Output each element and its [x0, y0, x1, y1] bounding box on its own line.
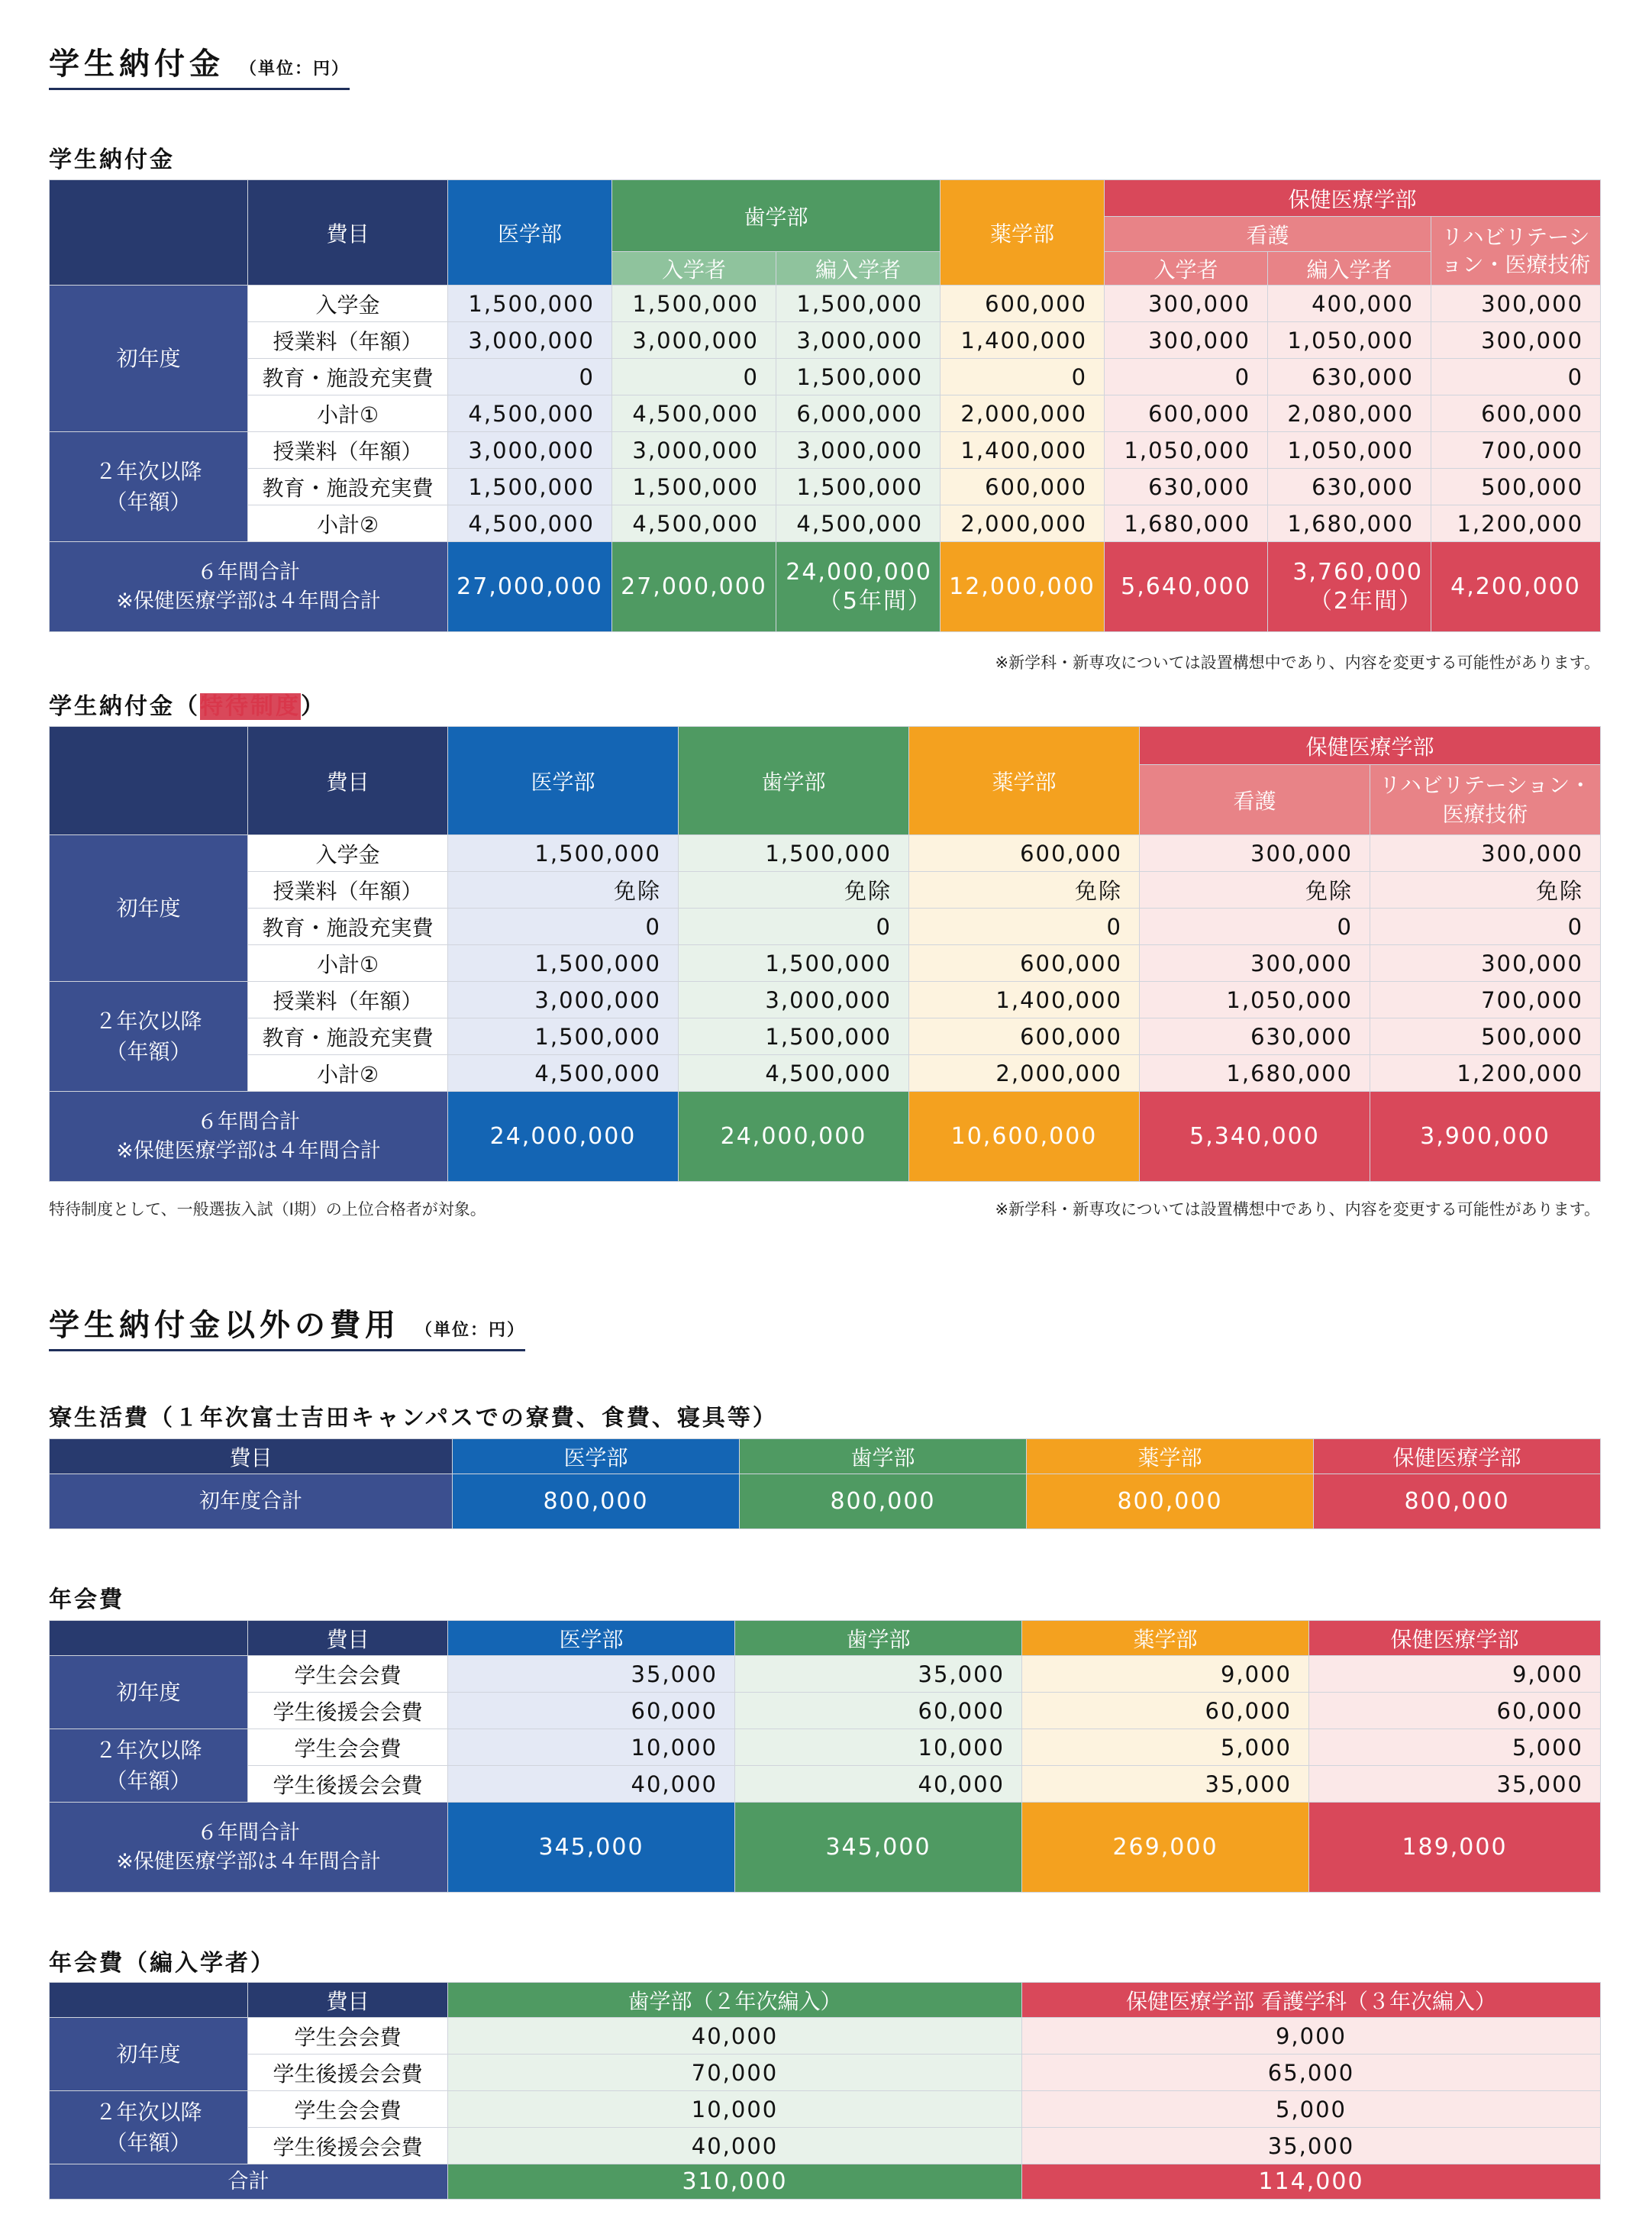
corner-cell	[50, 727, 248, 835]
value-cell: 630,000	[1105, 469, 1268, 505]
value-cell: 0	[909, 909, 1140, 945]
table2-note-right: ※新学科・新専攻については設置構想中であり、内容を変更する可能性があります。	[995, 1200, 1600, 1219]
row-label: 学生会会費	[248, 2018, 448, 2055]
row-label: 学生会会費	[248, 1656, 448, 1693]
header-himoku: 費目	[248, 1621, 448, 1656]
table-row	[50, 1766, 1601, 1803]
value-cell: 0	[1431, 359, 1601, 395]
value-cell: 1,400,000	[909, 982, 1140, 1018]
table-row	[50, 835, 1601, 872]
total-cell	[776, 542, 941, 632]
row-label: 小計①	[248, 395, 448, 432]
value-cell: 5,000	[1022, 1729, 1309, 1766]
title-highlight: 特待制度	[200, 693, 301, 720]
corner-cell	[50, 1983, 248, 2018]
value-cell: 500,000	[1370, 1018, 1601, 1055]
total-cell: 114,000	[1022, 2164, 1601, 2200]
value-cell: 70,000	[448, 2055, 1022, 2091]
total-cell: 345,000	[448, 1803, 735, 1893]
value-cell: 0	[1105, 359, 1268, 395]
total-cell: 189,000	[1309, 1803, 1601, 1893]
table-row	[50, 469, 1601, 505]
value-cell: 1,500,000	[776, 359, 941, 395]
header-nursing: 看護	[1140, 765, 1370, 835]
table-student-fees	[49, 179, 1601, 632]
value-cell: 4,500,000	[612, 395, 776, 432]
total-cell: 269,000	[1022, 1803, 1309, 1893]
header-dentistry: 歯学部	[735, 1621, 1022, 1656]
header-medicine: 医学部	[448, 180, 612, 286]
header-pharmacy: 薬学部	[1022, 1621, 1309, 1656]
table-dorm-costs	[49, 1438, 1601, 1529]
value-cell: 4,500,000	[448, 505, 612, 542]
value-cell: 免除	[909, 872, 1140, 909]
row-label: 学生会会費	[248, 2091, 448, 2128]
value-cell: 3,000,000	[776, 432, 941, 469]
value-cell: 1,050,000	[1105, 432, 1268, 469]
value-cell: 600,000	[1431, 395, 1601, 432]
section-title-text: 学生納付金以外の費用	[49, 1308, 400, 1343]
group-first-year: 初年度	[50, 835, 248, 982]
total-period: （2年間）	[1308, 587, 1424, 615]
total-cell: 310,000	[448, 2164, 1022, 2200]
value-cell: 600,000	[909, 835, 1140, 872]
value-cell: 630,000	[1140, 1018, 1370, 1055]
table-row	[50, 432, 1601, 469]
total-value: 24,000,000	[786, 558, 933, 586]
value-cell: 60,000	[1309, 1693, 1601, 1729]
value-cell: 5,000	[1022, 2091, 1601, 2128]
total-cell: 4,200,000	[1431, 542, 1601, 632]
header-pharmacy: 薬学部	[909, 727, 1140, 835]
value-cell: 0	[679, 909, 909, 945]
value-cell: 800,000	[1027, 1474, 1314, 1529]
table-row	[50, 1055, 1601, 1092]
value-cell: 1,680,000	[1268, 505, 1431, 542]
value-cell: 10,000	[448, 1729, 735, 1766]
value-cell: 4,500,000	[776, 505, 941, 542]
row-label: 教育・施設充実費	[248, 359, 448, 395]
table-row	[50, 1693, 1601, 1729]
row-label: 小計②	[248, 505, 448, 542]
row-label: 教育・施設充実費	[248, 469, 448, 505]
value-cell: 800,000	[453, 1474, 740, 1529]
table2-note-left: 特待制度として、一般選抜入試（Ⅰ期）の上位合格者が対象。	[49, 1200, 486, 1219]
total-cell: 5,640,000	[1105, 542, 1268, 632]
value-cell: 3,000,000	[612, 322, 776, 359]
table-row	[50, 2091, 1601, 2128]
table1-title: 学生納付金	[49, 147, 175, 173]
header-dent-transfer: 編入学者	[776, 252, 941, 286]
total-label	[50, 1092, 448, 1182]
group-second-year-on: ２年次以降（年額）	[50, 432, 248, 542]
value-cell: 10,000	[735, 1729, 1022, 1766]
row-label: 授業料（年額）	[248, 872, 448, 909]
value-cell: 1,500,000	[448, 945, 679, 982]
value-cell: 60,000	[1022, 1693, 1309, 1729]
table4-title: 年会費	[49, 1586, 124, 1613]
unit-label: （単位：円）	[239, 60, 350, 79]
table-row	[50, 1018, 1601, 1055]
table-row	[50, 909, 1601, 945]
value-cell: 300,000	[1370, 835, 1601, 872]
title-part: 学生納付金（	[49, 693, 200, 720]
table2-title	[49, 687, 326, 721]
total-cell: 24,000,000	[448, 1092, 679, 1182]
row-label: 授業料（年額）	[248, 982, 448, 1018]
value-cell: 700,000	[1370, 982, 1601, 1018]
value-cell: 40,000	[448, 2018, 1022, 2055]
header-dentistry-transfer: 歯学部（２年次編入）	[448, 1983, 1022, 2018]
total-cell: 27,000,000	[448, 542, 612, 632]
total-label-line1: ６年間合計	[197, 1109, 300, 1134]
total-label	[50, 542, 448, 632]
value-cell: 65,000	[1022, 2055, 1601, 2091]
row-label: 小計①	[248, 945, 448, 982]
header-medicine: 医学部	[453, 1439, 740, 1474]
value-cell: 1,680,000	[1105, 505, 1268, 542]
group-second-year-on: ２年次以降（年額）	[50, 1729, 248, 1803]
value-cell: 9,000	[1022, 2018, 1601, 2055]
total-cell: 12,000,000	[941, 542, 1105, 632]
row-label: 教育・施設充実費	[248, 1018, 448, 1055]
table-row	[50, 1656, 1601, 1693]
section-title-text: 学生納付金	[49, 47, 224, 82]
value-cell: 1,500,000	[679, 945, 909, 982]
header-health: 保健医療学部	[1314, 1439, 1601, 1474]
table-row	[50, 982, 1601, 1018]
value-cell: 3,000,000	[448, 982, 679, 1018]
value-cell: 0	[612, 359, 776, 395]
value-cell: 3,000,000	[448, 322, 612, 359]
row-label: 学生後援会会費	[248, 2128, 448, 2164]
value-cell: 60,000	[735, 1693, 1022, 1729]
value-cell: 2,000,000	[941, 505, 1105, 542]
group-first-year: 初年度	[50, 2018, 248, 2091]
header-medicine: 医学部	[448, 1621, 735, 1656]
unit-label: （単位：円）	[415, 1321, 525, 1340]
value-cell: 630,000	[1268, 469, 1431, 505]
value-cell: 300,000	[1105, 322, 1268, 359]
value-cell: 3,000,000	[448, 432, 612, 469]
row-label: 教育・施設充実費	[248, 909, 448, 945]
value-cell: 300,000	[1140, 945, 1370, 982]
value-cell: 300,000	[1105, 286, 1268, 322]
value-cell: 0	[448, 359, 612, 395]
table-row	[50, 1729, 1601, 1766]
total-cell: 10,600,000	[909, 1092, 1140, 1182]
value-cell: 0	[1140, 909, 1370, 945]
total-label	[50, 1803, 448, 1893]
row-label: 学生後援会会費	[248, 2055, 448, 2091]
value-cell: 1,680,000	[1140, 1055, 1370, 1092]
value-cell: 0	[941, 359, 1105, 395]
value-cell: 600,000	[1105, 395, 1268, 432]
value-cell: 60,000	[448, 1693, 735, 1729]
header-medicine: 医学部	[448, 727, 679, 835]
value-cell: 9,000	[1022, 1656, 1309, 1693]
value-cell: 1,500,000	[448, 469, 612, 505]
table-row	[50, 2055, 1601, 2091]
value-cell: 300,000	[1140, 835, 1370, 872]
value-cell: 35,000	[1022, 1766, 1309, 1803]
value-cell: 600,000	[941, 469, 1105, 505]
total-label-line2: ※保健医療学部は４年間合計	[116, 1138, 381, 1163]
header-dentistry: 歯学部	[740, 1439, 1027, 1474]
value-cell: 35,000	[1022, 2128, 1601, 2164]
value-cell: 1,500,000	[448, 286, 612, 322]
value-cell: 2,080,000	[1268, 395, 1431, 432]
row-label: 学生後援会会費	[248, 1766, 448, 1803]
corner-cell	[50, 180, 248, 286]
value-cell: 35,000	[735, 1656, 1022, 1693]
row-label: 授業料（年額）	[248, 432, 448, 469]
table-row	[50, 322, 1601, 359]
total-cell	[1268, 542, 1431, 632]
header-nurse-entrant: 入学者	[1105, 252, 1268, 286]
value-cell: 2,000,000	[941, 395, 1105, 432]
table5-title: 年会費（編入学者）	[49, 1950, 276, 1977]
group-second-year-on: ２年次以降（年額）	[50, 2091, 248, 2164]
value-cell: 4,500,000	[448, 395, 612, 432]
total-label: 合計	[50, 2164, 448, 2200]
value-cell: 免除	[679, 872, 909, 909]
header-rehab: リハビリテーション・医療技術	[1370, 765, 1601, 835]
value-cell: 300,000	[1431, 286, 1601, 322]
header-rehab: リハビリテーション・医療技術	[1431, 217, 1601, 286]
group-first-year: 初年度	[50, 286, 248, 432]
header-himoku: 費目	[248, 180, 448, 286]
value-cell: 500,000	[1431, 469, 1601, 505]
value-cell: 1,500,000	[612, 469, 776, 505]
corner-cell	[50, 1621, 248, 1656]
header-nurse-transfer: 編入学者	[1268, 252, 1431, 286]
group-first-year: 初年度	[50, 1656, 248, 1729]
total-cell: 24,000,000	[679, 1092, 909, 1182]
value-cell: 1,400,000	[941, 322, 1105, 359]
table-row	[50, 359, 1601, 395]
header-pharmacy: 薬学部	[1027, 1439, 1314, 1474]
value-cell: 9,000	[1309, 1656, 1601, 1693]
header-dentistry: 歯学部	[679, 727, 909, 835]
value-cell: 35,000	[1309, 1766, 1601, 1803]
value-cell: 1,050,000	[1268, 432, 1431, 469]
value-cell: 630,000	[1268, 359, 1431, 395]
value-cell: 700,000	[1431, 432, 1601, 469]
total-cell: 27,000,000	[612, 542, 776, 632]
header-health: 保健医療学部	[1140, 727, 1601, 765]
value-cell: 6,000,000	[776, 395, 941, 432]
value-cell: 5,000	[1309, 1729, 1601, 1766]
value-cell: 1,500,000	[448, 835, 679, 872]
table-row	[50, 505, 1601, 542]
value-cell: 600,000	[941, 286, 1105, 322]
value-cell: 免除	[448, 872, 679, 909]
value-cell: 600,000	[909, 945, 1140, 982]
total-label-line2: ※保健医療学部は４年間合計	[116, 1849, 381, 1874]
header-himoku: 費目	[248, 727, 448, 835]
value-cell: 1,500,000	[679, 1018, 909, 1055]
row-label: 初年度合計	[50, 1474, 453, 1529]
value-cell: 1,400,000	[941, 432, 1105, 469]
table-scholarship-fees	[49, 726, 1601, 1182]
value-cell: 3,000,000	[679, 982, 909, 1018]
value-cell: 1,500,000	[448, 1018, 679, 1055]
value-cell: 1,500,000	[679, 835, 909, 872]
header-nursing: 看護	[1105, 217, 1431, 252]
total-cell: 5,340,000	[1140, 1092, 1370, 1182]
row-label: 小計②	[248, 1055, 448, 1092]
header-nursing-transfer: 保健医療学部 看護学科（３年次編入）	[1022, 1983, 1601, 2018]
value-cell: 300,000	[1370, 945, 1601, 982]
table-row	[50, 2018, 1601, 2055]
table-row	[50, 395, 1601, 432]
total-value: 3,760,000	[1292, 558, 1424, 586]
value-cell: 800,000	[1314, 1474, 1601, 1529]
title-part: ）	[301, 693, 326, 720]
value-cell: 4,500,000	[448, 1055, 679, 1092]
total-label-line1: ６年間合計	[197, 1820, 300, 1845]
total-cell: 345,000	[735, 1803, 1022, 1893]
value-cell: 0	[448, 909, 679, 945]
header-himoku: 費目	[248, 1983, 448, 2018]
table1-note: ※新学科・新専攻については設置構想中であり、内容を変更する可能性があります。	[995, 654, 1600, 672]
value-cell: 1,200,000	[1431, 505, 1601, 542]
value-cell: 1,500,000	[776, 469, 941, 505]
value-cell: 300,000	[1431, 322, 1601, 359]
value-cell: 35,000	[448, 1656, 735, 1693]
table-row	[50, 2128, 1601, 2164]
table-row	[50, 872, 1601, 909]
value-cell: 4,500,000	[679, 1055, 909, 1092]
value-cell: 3,000,000	[612, 432, 776, 469]
value-cell: 10,000	[448, 2091, 1022, 2128]
row-label: 授業料（年額）	[248, 322, 448, 359]
total-label-line1: ６年間合計	[197, 560, 300, 584]
header-dent-entrant: 入学者	[612, 252, 776, 286]
value-cell: 40,000	[448, 1766, 735, 1803]
table-row	[50, 945, 1601, 982]
table-annual-fees	[49, 1620, 1601, 1893]
section-title-fees	[49, 40, 350, 90]
section-title-other-costs	[49, 1301, 525, 1351]
header-health: 保健医療学部	[1309, 1621, 1601, 1656]
header-himoku: 費目	[50, 1439, 453, 1474]
header-dentistry: 歯学部	[612, 180, 941, 252]
value-cell: 0	[1370, 909, 1601, 945]
value-cell: 2,000,000	[909, 1055, 1140, 1092]
row-label: 入学金	[248, 835, 448, 872]
table-annual-fees-transfer	[49, 1982, 1601, 2200]
value-cell: 免除	[1140, 872, 1370, 909]
value-cell: 1,200,000	[1370, 1055, 1601, 1092]
table3-title: 寮生活費（１年次富士吉田キャンパスでの寮費、食費、寝具等）	[49, 1405, 778, 1432]
value-cell: 1,500,000	[612, 286, 776, 322]
header-pharmacy: 薬学部	[941, 180, 1105, 286]
group-second-year-on: ２年次以降（年額）	[50, 982, 248, 1092]
row-label: 学生会会費	[248, 1729, 448, 1766]
row-label: 入学金	[248, 286, 448, 322]
total-label-line2: ※保健医療学部は４年間合計	[116, 589, 381, 613]
value-cell: 4,500,000	[612, 505, 776, 542]
value-cell: 免除	[1370, 872, 1601, 909]
value-cell: 1,500,000	[776, 286, 941, 322]
table-row	[50, 286, 1601, 322]
header-health: 保健医療学部	[1105, 180, 1601, 217]
value-cell: 1,050,000	[1268, 322, 1431, 359]
value-cell: 600,000	[909, 1018, 1140, 1055]
value-cell: 1,050,000	[1140, 982, 1370, 1018]
value-cell: 400,000	[1268, 286, 1431, 322]
row-label: 学生後援会会費	[248, 1693, 448, 1729]
value-cell: 40,000	[735, 1766, 1022, 1803]
value-cell: 800,000	[740, 1474, 1027, 1529]
value-cell: 40,000	[448, 2128, 1022, 2164]
value-cell: 3,000,000	[776, 322, 941, 359]
total-period: （5年間）	[818, 587, 933, 615]
total-cell: 3,900,000	[1370, 1092, 1601, 1182]
